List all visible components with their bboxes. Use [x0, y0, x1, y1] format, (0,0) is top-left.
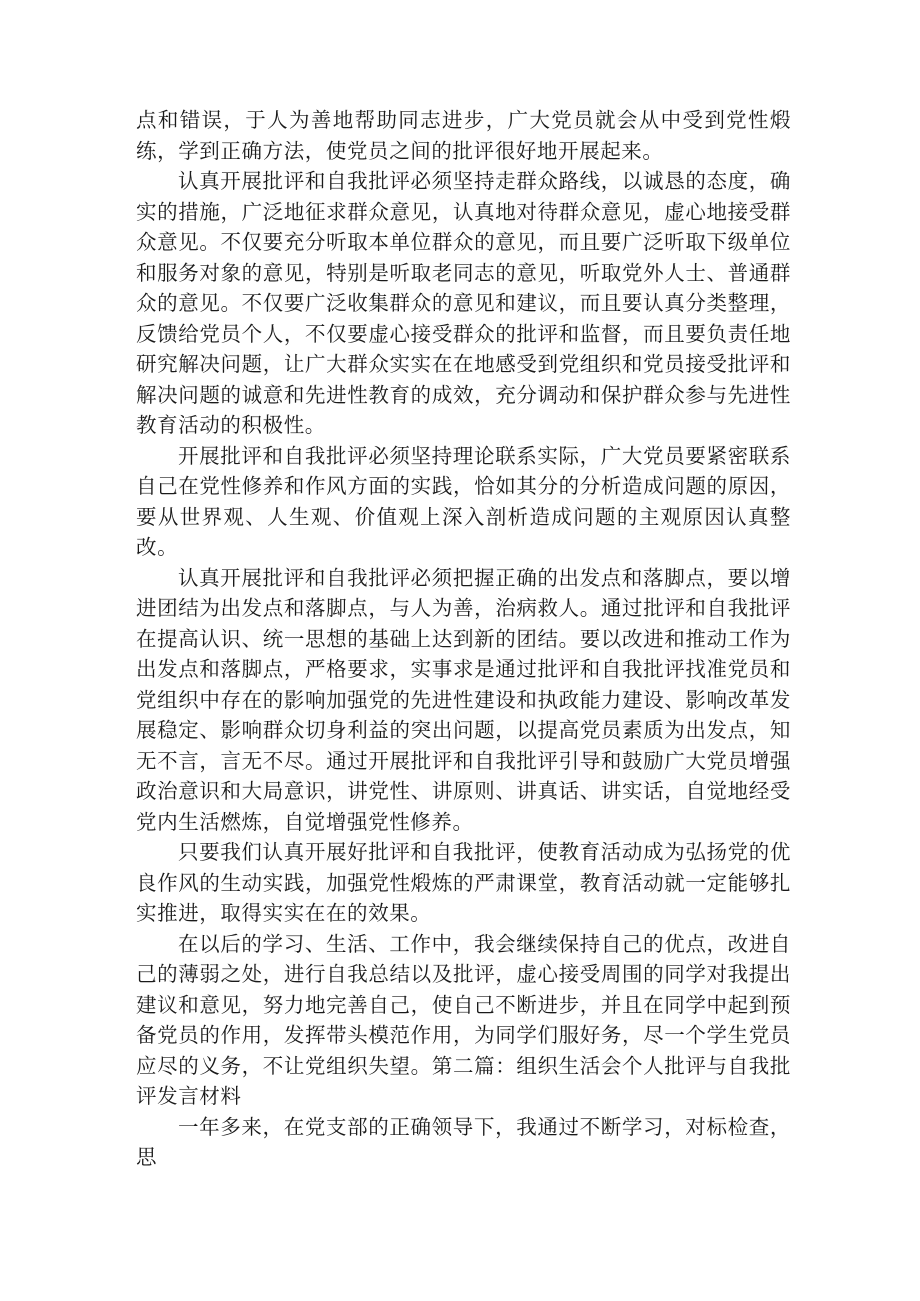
paragraph-3: 开展批评和自我批评必须坚持理论联系实际，广大党员要紧密联系自己在党性修养和作风方面的实践，恰如其分的分析造成问题的原因，要从世界观、人生观、价值观上深入剖析造成问题的主观原因认真整改。 [136, 443, 791, 559]
paragraph-7: 一年多来，在党支部的正确领导下，我通过不断学习，对标检查，思 [136, 1114, 791, 1169]
paragraph-4: 认真开展批评和自我批评必须把握正确的出发点和落脚点，要以增进团结为出发点和落脚点，与人为善，治病救人。通过批评和自我批评在提高认识、统一思想的基础上达到新的团结。要以改进和推动工作为出发点和落脚点，严格要求，实事求是通过批评和自我批评找准党员和党组织中存在的影响加强党的先进性建设和执政能力建设、影响改革发展稳定、影响群众切身利益的突出问题，以提高党员素质为出发点，知无不言，言无不尽。通过开展批评和自我批评引导和鼓励广大党员增强政治意识和大局意识，讲党性、讲原则、讲真话、讲实话，自觉地经受党内生活燃炼，自觉增强党性修养。 [136, 565, 791, 834]
document-body [136, 105, 791, 1173]
paragraph-5: 只要我们认真开展好批评和自我批评，使教育活动成为弘扬党的优良作风的生动实践，加强党性煅炼的严肃课堂，教育活动就一定能够扎实推进，取得实实在在的效果。 [136, 840, 791, 925]
paragraph-1: 点和错误，于人为善地帮助同志进步，广大党员就会从中受到党性煅练，学到正确方法，使党员之间的批评很好地开展起来。 [136, 108, 791, 163]
paragraph-6: 在以后的学习、生活、工作中，我会继续保持自己的优点，改进自己的薄弱之处，进行自我总结以及批评，虚心接受周围的同学对我提出建议和意见，努力地完善自己，使自己不断进步，并且在同学中起到预备党员的作用，发挥带头模范作用，为同学们服好务，尽一个学生党员应尽的义务，不让党组织失望。第二篇：组织生活会个人批评与自我批评发言材料 [136, 931, 791, 1108]
paragraph-2: 认真开展批评和自我批评必须坚持走群众路线，以诚恳的态度，确实的措施，广泛地征求群众意见，认真地对待群众意见，虚心地接受群众意见。不仅要充分听取本单位群众的意见，而且要广泛听取下级单位和服务对象的意见，特别是听取老同志的意见，听取党外人士、普通群众的意见。不仅要广泛收集群众的意见和建议，而且要认真分类整理，反馈给党员个人，不仅要虚心接受群众的批评和监督，而且要负责任地研究解决问题，让广大群众实实在在地感受到党组织和党员接受批评和解决问题的诚意和先进性教育的成效，充分调动和保护群众参与先进性教育活动的积极性。 [136, 169, 791, 437]
